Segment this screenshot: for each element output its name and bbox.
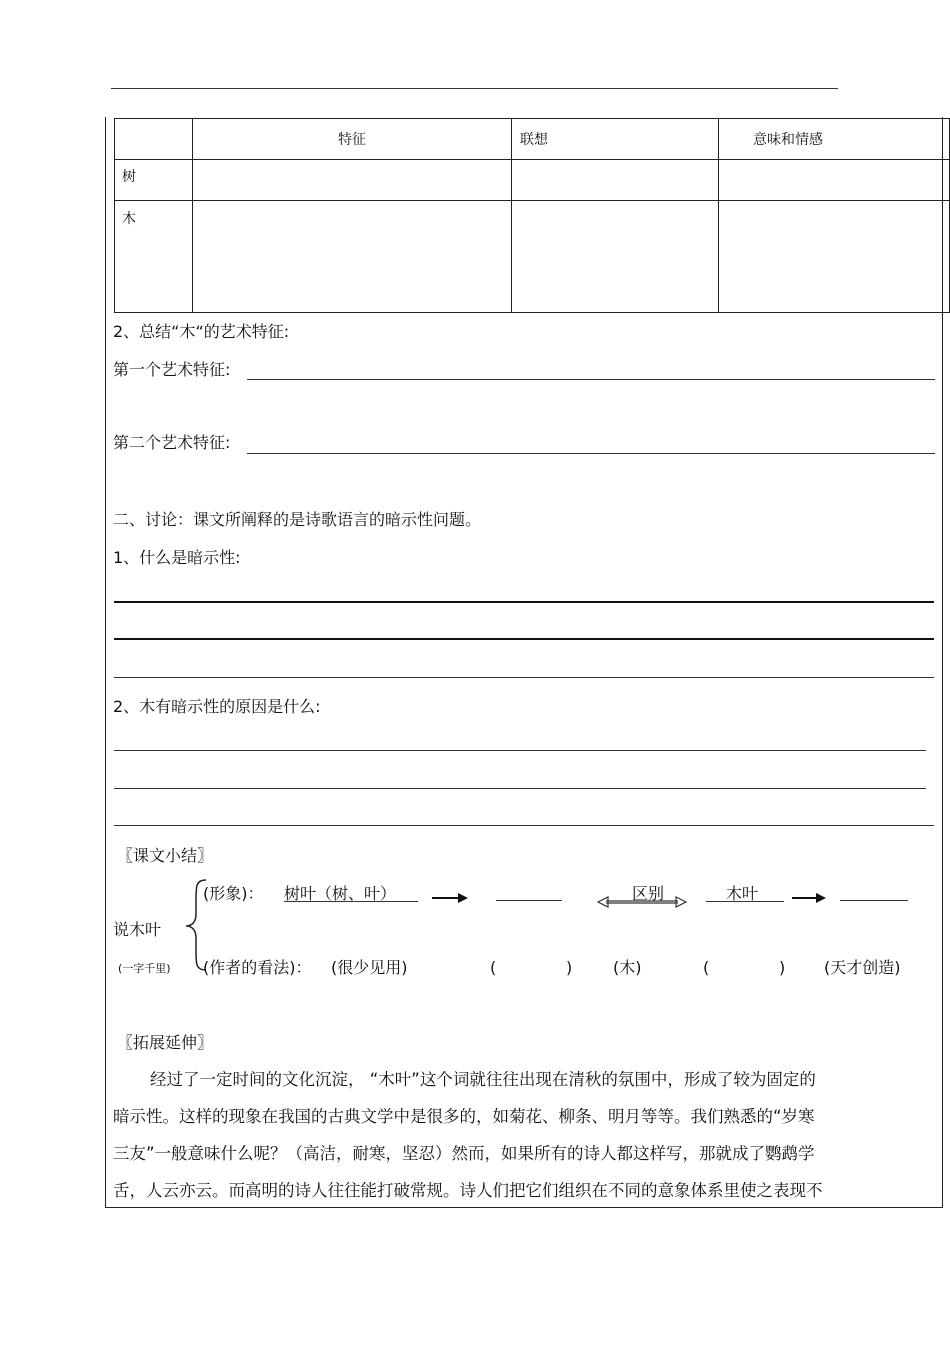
image-label: (形象)：: [203, 884, 264, 903]
frame-left-border: [105, 117, 106, 1207]
extension-line: 三友”一般意味什么呢？（高洁，耐寒，坚忍）然而，如果所有的诗人都这样写，那就成了鹦鹉学: [113, 1144, 815, 1163]
paren-close-1[interactable]: ): [566, 958, 573, 977]
comparison-table: [114, 118, 950, 313]
table-row: [115, 201, 950, 313]
arrow-right-icon: [430, 890, 470, 906]
row-label-shu: 树: [115, 160, 193, 201]
frame-bottom-border: [105, 1207, 943, 1208]
extension-line: 经过了一定时间的文化沉淀， “木叶”这个词就往往出现在清秋的氛围中，形成了较为固定的: [150, 1070, 816, 1089]
header-rule: [111, 88, 838, 89]
view-label: (作者的看法)：: [203, 958, 312, 977]
discussion-q1: 1、什么是暗示性:: [113, 548, 241, 567]
row-label-mu: 木: [115, 201, 193, 313]
extension-line: 暗示性。这样的现象在我国的古典文学中是很多的，如菊花、柳条、明月等等。我们熟悉的“岁寒: [113, 1107, 815, 1126]
cell-mu-associations[interactable]: [512, 201, 719, 313]
discussion-q2: 2、木有暗示性的原因是什么:: [113, 697, 321, 716]
extension-line: 舌，人云亦云。而高明的诗人往往能打破常规。诗人们把它们组织在不同的意象体系里使之表现不: [113, 1181, 823, 1200]
paren-open-1: (: [490, 958, 497, 977]
genius-label: (天才创造): [824, 958, 901, 977]
muye-label: 木叶: [726, 884, 759, 903]
rarely-used: (很少见用): [331, 958, 408, 977]
header-cell-associations: 联想: [512, 119, 719, 160]
q2-answer-line-2[interactable]: [114, 788, 926, 789]
cell-shu-meaning[interactable]: [718, 160, 949, 201]
image-start-underline: [284, 901, 418, 902]
table-header-row: [115, 119, 950, 160]
q2-answer-line-3[interactable]: [114, 825, 934, 826]
extension-heading: 〖拓展延伸〗: [117, 1033, 214, 1052]
difference-label: 区别: [632, 884, 665, 903]
image-start: 树叶（树、叶）: [284, 884, 397, 903]
q1-answer-line-3[interactable]: [114, 677, 934, 678]
second-feature-label: 第二个艺术特征:: [113, 433, 231, 452]
paren-open-2: (: [703, 958, 710, 977]
cell-mu-meaning[interactable]: [718, 201, 949, 313]
q1-answer-line-2[interactable]: [114, 638, 934, 640]
q1-answer-line-1[interactable]: [114, 601, 934, 603]
paren-close-2[interactable]: ): [779, 958, 786, 977]
summary-sub-label: (一字千里): [118, 962, 171, 975]
table-row: [115, 160, 950, 201]
discussion-title: 二、讨论：课文所阐释的是诗歌语言的暗示性问题。: [113, 510, 482, 529]
summary-question: 2、总结“木“的艺术特征:: [113, 322, 290, 341]
cell-shu-associations[interactable]: [512, 160, 719, 201]
header-cell-empty: [115, 119, 193, 160]
header-cell-meaning: 意味和情感: [718, 119, 949, 160]
blank-line-2[interactable]: [840, 900, 908, 901]
blank-line-1[interactable]: [496, 900, 562, 901]
summary-main-label: 说木叶: [113, 920, 162, 939]
muye-underline: [706, 901, 784, 902]
lesson-summary-heading: 〖课文小结〗: [117, 846, 214, 865]
header-cell-features: 特征: [193, 119, 512, 160]
mu-label: (木): [613, 958, 642, 977]
first-feature-label: 第一个艺术特征:: [113, 360, 231, 379]
cell-shu-features[interactable]: [193, 160, 512, 201]
second-feature-answer-line[interactable]: [247, 453, 935, 454]
q2-answer-line-1[interactable]: [114, 750, 926, 751]
arrow-right-icon: [790, 890, 828, 906]
cell-mu-features[interactable]: [193, 201, 512, 313]
first-feature-answer-line[interactable]: [247, 379, 935, 380]
